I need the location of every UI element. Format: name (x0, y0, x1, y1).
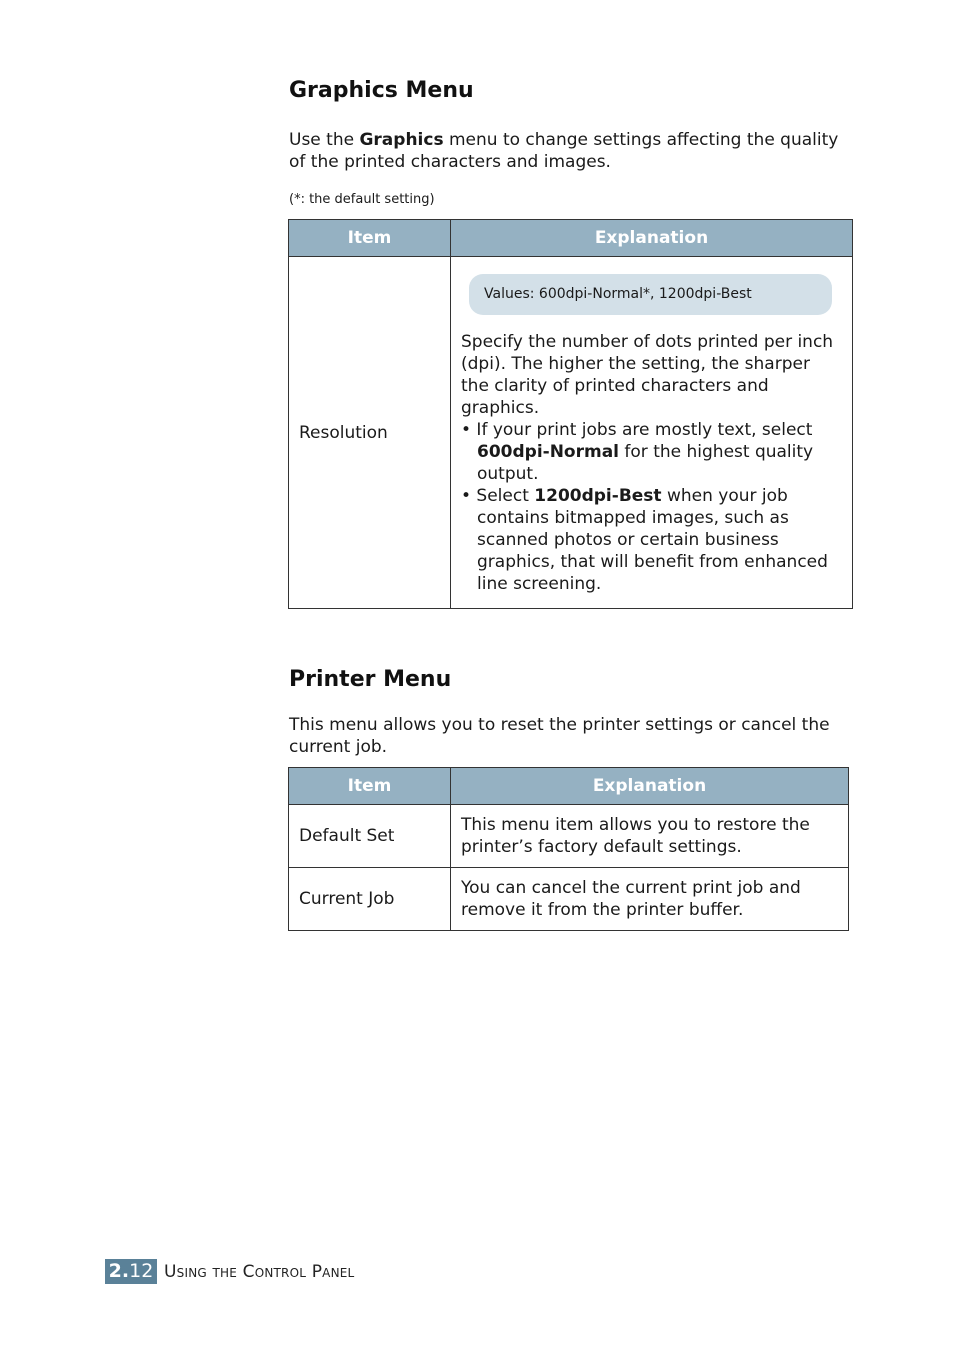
chapter-title: Using the Control Panel (164, 1261, 355, 1282)
printer-col-explanation: Explanation (451, 768, 849, 805)
current-job-item: Current Job (289, 868, 451, 931)
printer-table-header (289, 768, 849, 805)
printer-menu-heading: Printer Menu (289, 667, 452, 692)
bullet-600dpi (461, 419, 842, 485)
graphics-col-explanation: Explanation (451, 220, 853, 257)
page-number-tab (105, 1259, 157, 1284)
bullet-2-pre: • Select (461, 486, 535, 506)
page-number: 12 (129, 1260, 154, 1282)
bullet-2-post: when your job contains bitmapped images, such as scanned photos or certain business graphics, that will benefit from enhanced line screening. (477, 486, 828, 594)
bullet-2-bold: 1200dpi-Best (534, 486, 662, 506)
graphics-table-header (289, 220, 853, 257)
printer-table (288, 767, 849, 931)
printer-col-item: Item (289, 768, 451, 805)
bullet-1200dpi (461, 485, 842, 595)
bullet-1-post: for the highest quality output. (477, 442, 814, 484)
resolution-item: Resolution (289, 257, 451, 609)
bullet-1-bold: 600dpi-Normal (477, 442, 620, 462)
graphics-intro-bold: Graphics (359, 130, 444, 150)
chapter-number: 2. (108, 1260, 130, 1282)
default-set-explanation: This menu item allows you to restore the printer’s factory default settings. (451, 805, 849, 868)
bullet-1-pre: • If your print jobs are mostly text, select (461, 420, 813, 440)
graphics-intro-text-1: Use the (289, 130, 360, 150)
graphics-intro-text-2: menu to change settings affecting the quality of the printed characters and images. (289, 130, 839, 172)
resolution-desc-text: Specify the number of dots printed per inch (dpi). The higher the setting, the sharper the clarity of printed characters and graphics. (461, 332, 834, 418)
graphics-intro (289, 129, 854, 173)
graphics-col-item: Item (289, 220, 451, 257)
printer-intro: This menu allows you to reset the printer settings or cancel the current job. (289, 715, 830, 757)
page-footer (105, 1259, 354, 1284)
default-set-item: Default Set (289, 805, 451, 868)
default-setting-note: (*: the default setting) (289, 192, 435, 207)
table-row (289, 868, 849, 931)
current-job-explanation: You can cancel the current print job and remove it from the printer buffer. (451, 868, 849, 931)
values-box: Values: 600dpi-Normal*, 1200dpi-Best (469, 274, 832, 315)
table-row (289, 257, 853, 609)
graphics-menu-heading: Graphics Menu (289, 78, 474, 103)
resolution-explanation (451, 257, 853, 609)
table-row (289, 805, 849, 868)
resolution-description (461, 331, 842, 607)
graphics-table (288, 219, 853, 609)
